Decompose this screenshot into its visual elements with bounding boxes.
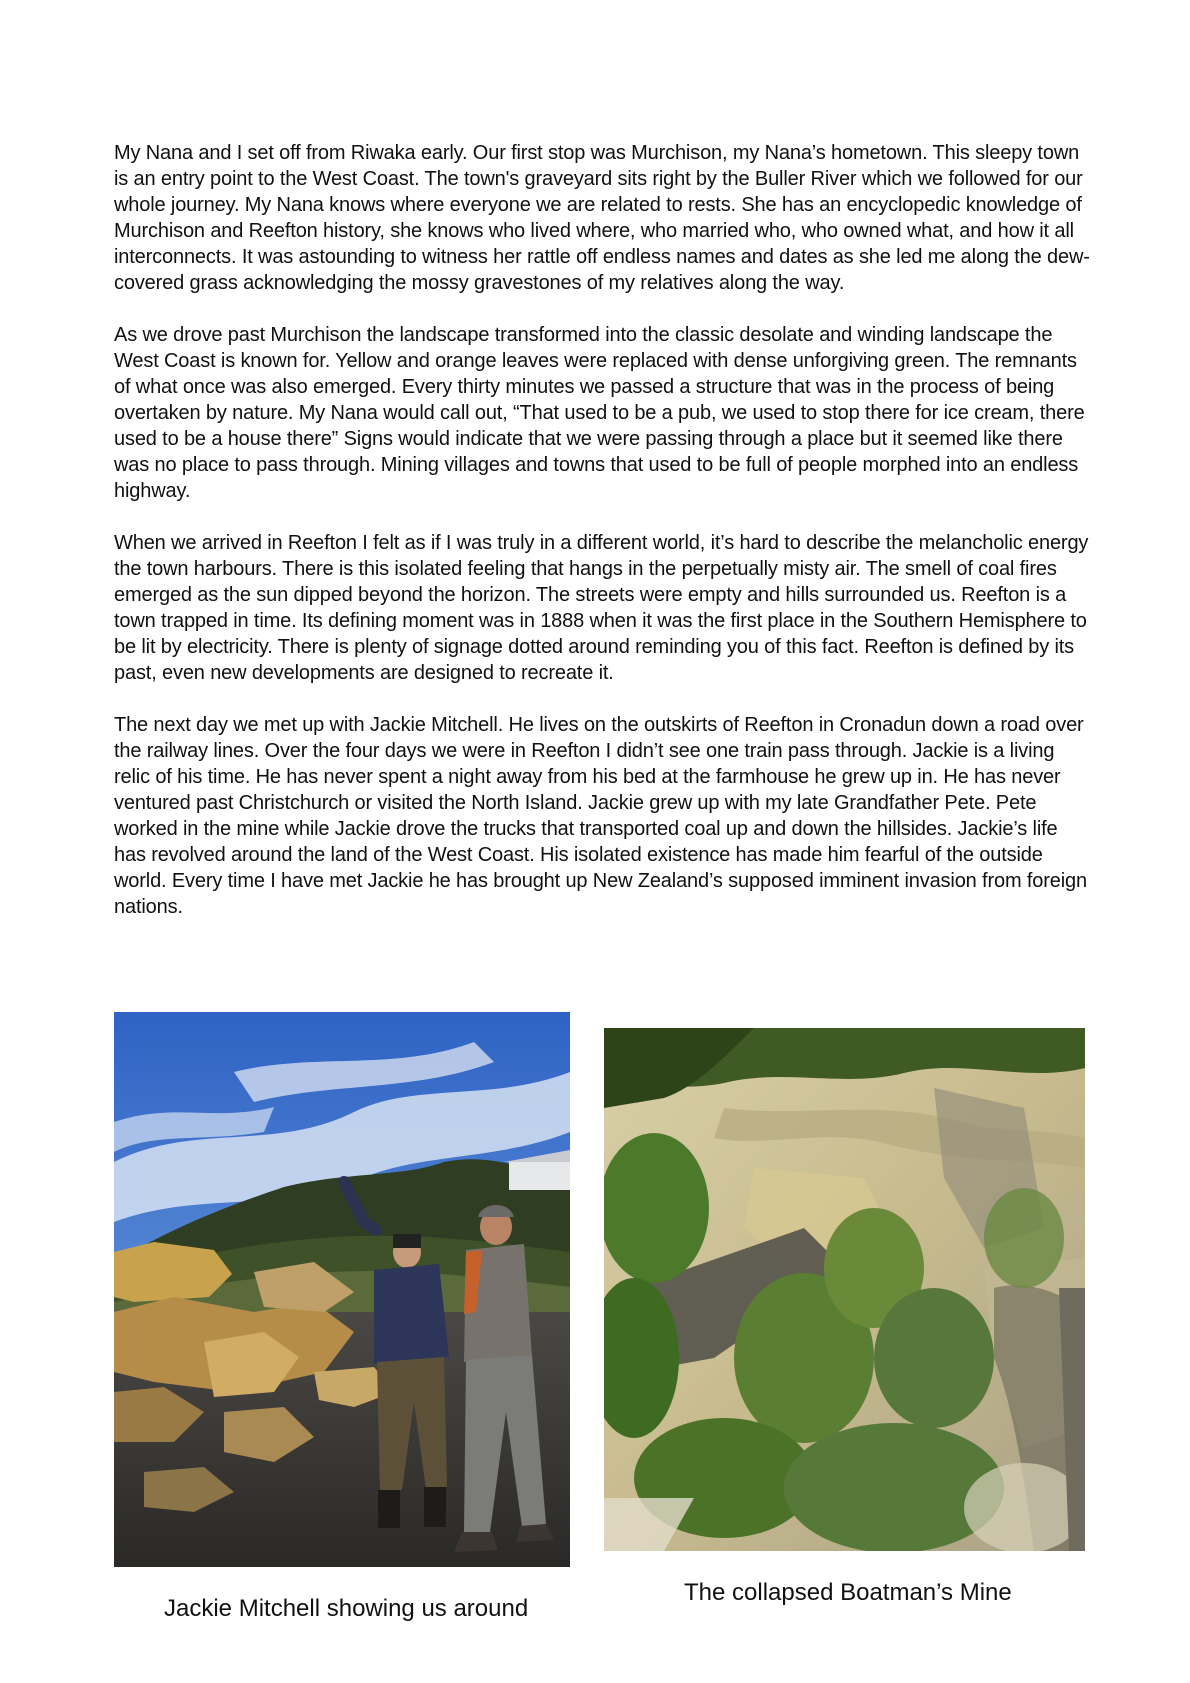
photo-jackie-mitchell [114,1012,570,1567]
paragraph-2: As we drove past Murchison the landscape transformed into the classic desolate and winding landscape the West Coast is known for. Yellow and orange leaves were replaced with dense unforgiving green. The remnants of what once was also emerged. Every thirty minutes we passed a structure that was in the process of being overtaken by nature. My Nana would call out, “That used to be a pub, we used to stop there for ice cream, there used to be a house there” Signs would indicate that we were passing through a place but it seemed like there was no place to pass through. Mining villages and towns that used to be full of people morphed into an endless highway. [114,324,1085,502]
paragraph-1: My Nana and I set off from Riwaka early. Our first stop was Murchison, my Nana’s hometown. This sleepy town is an entry point to the West Coast. The town's graveyard sits right by the Buller River which we followed for our whole journey. My Nana knows where everyone we are related to rests. She has an encyclopedic knowledge of Murchison and Reefton history, she knows who lived where, who married who, who owned what, and how it all interconnects. It was astounding to witness her rattle off endless names and dates as she led me along the dew-covered grass acknowledging the mossy gravestones of my relatives along the way. [114,142,1090,294]
caption-photo-left: Jackie Mitchell showing us around [164,1595,529,1622]
photo-boatmans-mine [604,1028,1085,1551]
photo-jackie-mitchell-image [114,1012,570,1567]
photo-boatmans-mine-image [604,1028,1085,1551]
article-body [114,140,1094,946]
paragraph-4: The next day we met up with Jackie Mitchell. He lives on the outskirts of Reefton in Cronadun down a road over the railway lines. Over the four days we were in Reefton I didn’t see one train pass through. Jackie is a living relic of his time. He has never spent a night away from his bed at the farmhouse he grew up in. He has never ventured past Christchurch or visited the North Island. Jackie grew up with my late Grandfather Pete. Pete worked in the mine while Jackie drove the trucks that transported coal up and down the hillsides. Jackie’s life has revolved around the land of the West Coast. His isolated existence has made him fearful of the outside world. Every time I have met Jackie he has brought up New Zealand’s supposed imminent invasion from foreign nations. [114,714,1087,918]
paragraph-3: When we arrived in Reefton I felt as if I was truly in a different world, it’s hard to describe the melancholic energy the town harbours. There is this isolated feeling that hangs in the perpetually misty air. The smell of coal fires emerged as the sun dipped beyond the horizon. The streets were empty and hills surrounded us. Reefton is a town trapped in time. Its defining moment was in 1888 when it was the first place in the Southern Hemisphere to be lit by electricity. There is plenty of signage dotted around reminding you of this fact. Reefton is defined by its past, even new developments are designed to recreate it. [114,532,1089,684]
caption-photo-right: The collapsed Boatman’s Mine [684,1579,1012,1606]
